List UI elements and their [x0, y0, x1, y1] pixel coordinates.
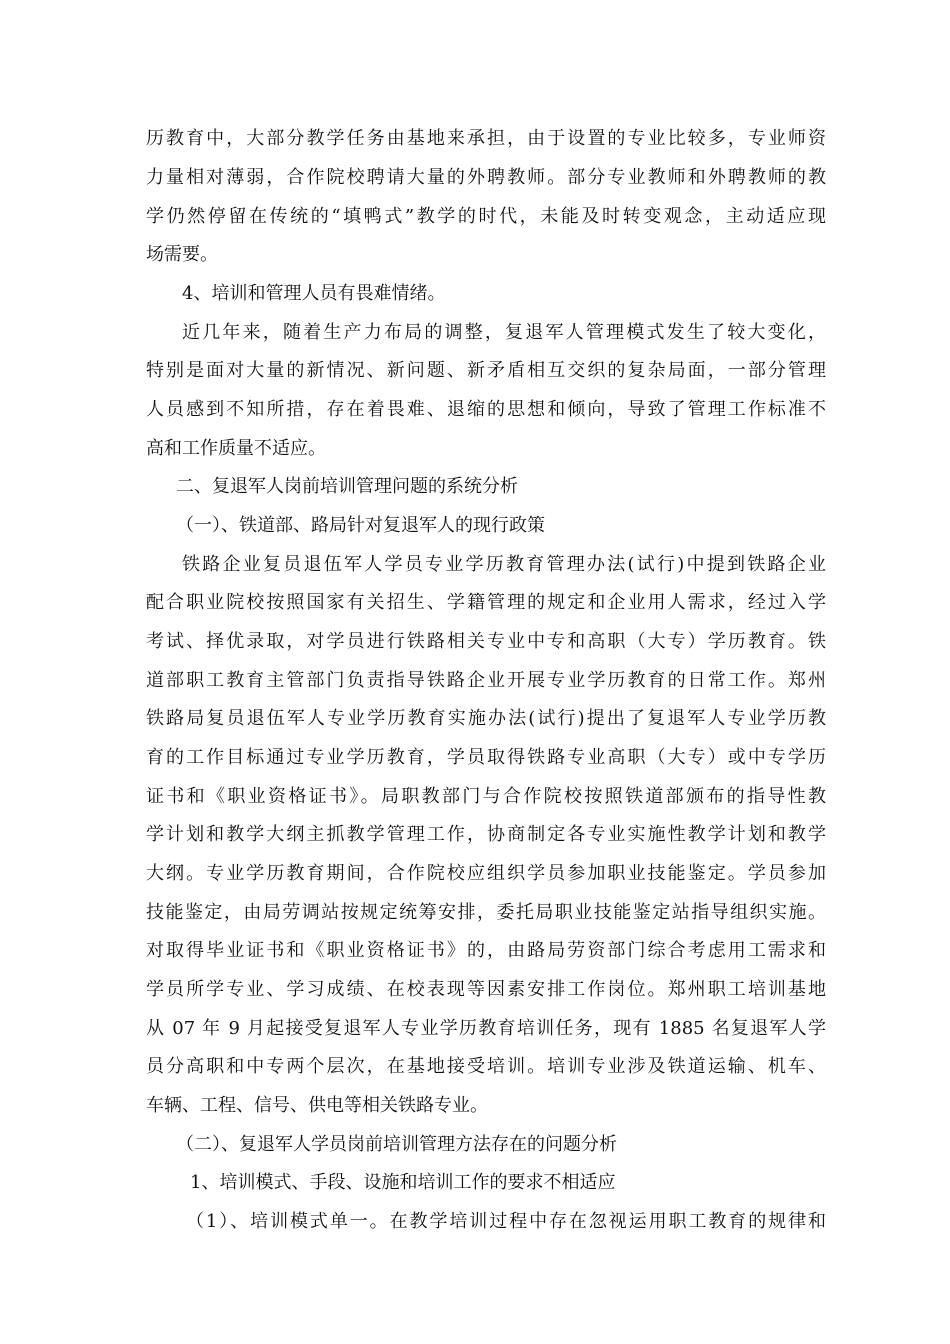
text-line: 学仍然停留在传统的“填鸭式”教学的时代，未能及时转变观念，主动适应现: [146, 206, 826, 227]
text-line: 近几年来，随着生产力布局的调整，复退军人管理模式发生了较大变化，: [182, 322, 826, 343]
text-line: 从 07 年 9 月起接受复退军人专业学历教育培训任务，现有 1885 名复退军人学: [146, 1018, 826, 1039]
text-line: 铁路局复员退伍军人专业学历教育实施办法(试行)提出了复退军人专业学历教: [146, 708, 826, 729]
text-line: 配合职业院校按照国家有关招生、学籍管理的规定和企业用人需求，经过入学: [146, 592, 826, 613]
text-line: 场需要。: [146, 244, 218, 265]
section-heading: 1、培训模式、手段、设施和培训工作的要求不相适应: [190, 1172, 616, 1193]
text-line: 历教育中，大部分教学任务由基地来承担，由于设置的专业比较多，专业师资: [146, 128, 826, 149]
text-line: 考试、择优录取，对学员进行铁路相关专业中专和高职（大专）学历教育。铁: [146, 631, 826, 652]
text-line: 证书和《职业资格证书》。局职教部门与合作院校按照铁道部颁布的指导性教: [146, 786, 826, 807]
text-line: 对取得毕业证书和《职业资格证书》的，由路局劳资部门综合考虑用工需求和: [146, 940, 826, 961]
text-line: 人员感到不知所措，存在着畏难、退缩的思想和倾向，导致了管理工作标准不: [146, 399, 826, 420]
text-line: 高和工作质量不适应。: [146, 438, 326, 459]
text-line: 道部职工教育主管部门负责指导铁路企业开展专业学历教育的日常工作。郑州: [146, 670, 826, 691]
text-line: 学计划和教学大纲主抓教学管理工作，协商制定各专业实施性教学计划和教学: [146, 824, 826, 845]
section-heading: 二、复退军人岗前培训管理问题的系统分析: [176, 476, 518, 497]
section-heading: 4、培训和管理人员有畏难情绪。: [182, 283, 446, 304]
text-line: 技能鉴定，由局劳调站按规定统筹安排，委托局职业技能鉴定站指导组织实施。: [146, 902, 826, 923]
subsection-heading: （一）、铁道部、路局针对复退军人的现行政策: [176, 515, 545, 536]
text-line: 车辆、工程、信号、供电等相关铁路专业。: [146, 1095, 488, 1116]
text-line: 学员所学专业、学习成绩、在校表现等因素安排工作岗位。郑州职工培训基地: [146, 979, 826, 1000]
text-line: （1）、培训模式单一。在教学培训过程中存在忽视运用职工教育的规律和: [186, 1211, 826, 1232]
text-line: 员分高职和中专两个层次，在基地接受培训。培训专业涉及铁道运输、机车、: [146, 1056, 826, 1077]
text-line: 力量相对薄弱，合作院校聘请大量的外聘教师。部分专业教师和外聘教师的教: [146, 167, 826, 188]
subsection-heading: （二）、复退军人学员岗前培训管理方法存在的问题分析: [176, 1134, 617, 1155]
text-line: 铁路企业复员退伍军人学员专业学历教育管理办法(试行)中提到铁路企业: [182, 554, 826, 575]
text-line: 大纲。专业学历教育期间，合作院校应组织学员参加职业技能鉴定。学员参加: [146, 863, 826, 884]
text-line: 特别是面对大量的新情况、新问题、新矛盾相互交织的复杂局面，一部分管理: [146, 360, 826, 381]
text-line: 育的工作目标通过专业学历教育，学员取得铁路专业高职（大专）或中专学历: [146, 747, 826, 768]
